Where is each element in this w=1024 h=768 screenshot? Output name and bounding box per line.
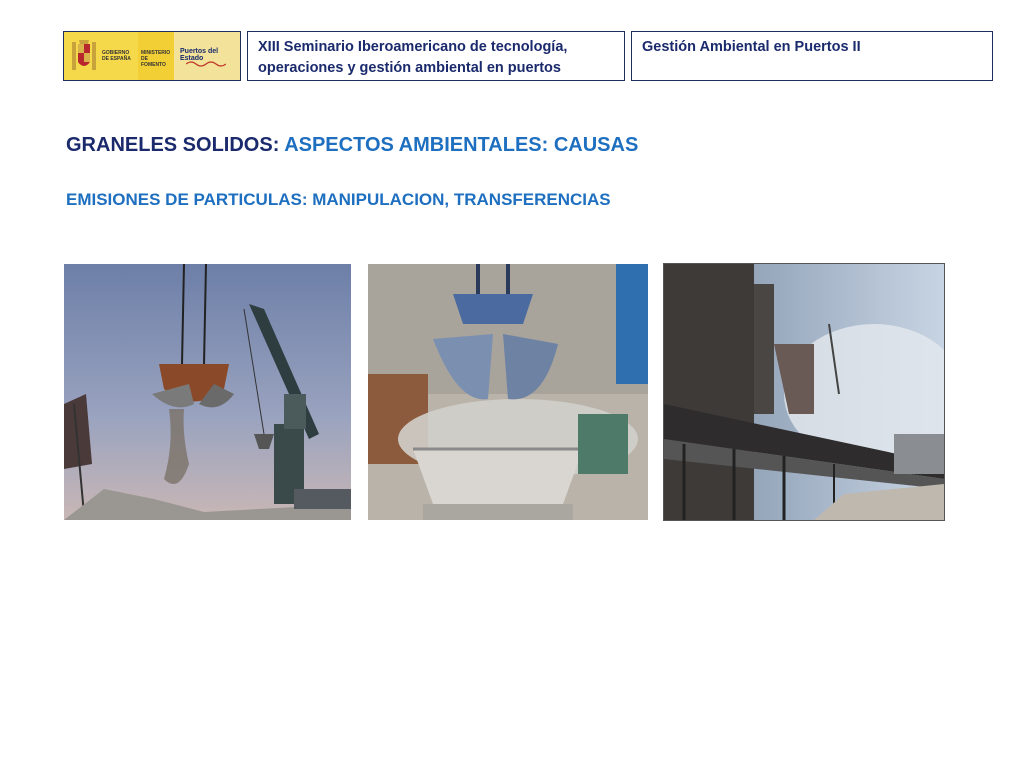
slide-title-part-2: ASPECTOS AMBIENTALES: CAUSAS	[284, 134, 639, 156]
slide-title-part-1: GRANELES SOLIDOS:	[66, 134, 280, 156]
government-logo	[63, 31, 241, 81]
logo-gobierno-text: GOBIERNO DE ESPAÑA	[102, 50, 131, 62]
photo-grab-crane	[64, 264, 351, 520]
logo-ministerio-text: MINISTERIO DE FOMENTO	[141, 50, 171, 68]
seminar-title-box	[247, 31, 625, 81]
logo-puertos-text: Puertos del Estado	[180, 48, 219, 62]
course-title: Gestión Ambiental en Puertos II	[642, 39, 861, 55]
photo-conveyor-transfer	[663, 263, 945, 521]
photo-clamshell-hopper	[368, 264, 648, 520]
wave-icon	[186, 60, 226, 68]
slide-title	[66, 134, 638, 157]
seminar-line-2: operaciones y gestión ambiental en puertos	[258, 60, 561, 76]
course-title-box	[631, 31, 993, 81]
coat-of-arms-icon	[69, 36, 99, 76]
seminar-line-1: XIII Seminario Iberoamericano de tecnología,	[258, 39, 568, 55]
slide-subtitle: EMISIONES DE PARTICULAS: MANIPULACION, TRANSFERENCIAS	[66, 190, 611, 209]
